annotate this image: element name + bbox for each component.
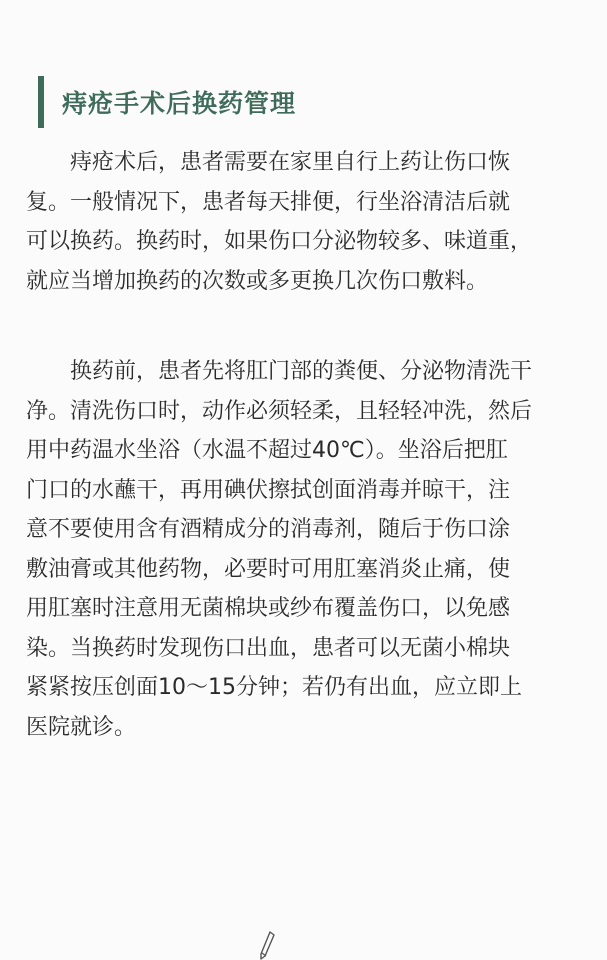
paragraph-1 (26, 143, 586, 301)
paragraph-line: 门口的水蘸干，再用碘伏擦拭创面消毒并晾干，注 (26, 477, 511, 503)
paragraph-2 (26, 352, 586, 747)
paragraph-line: 复。一般情况下，患者每天排便，行坐浴清洁后就 (26, 189, 511, 215)
paragraph-line: 医院就诊。 (26, 714, 137, 740)
section-title: 痔疮手术后换药管理 (62, 89, 297, 118)
paragraph-line: 痔疮术后，患者需要在家里自行上药让伤口恢 (70, 150, 511, 175)
paragraph-line: 紧紧按压创面10～15分钟；若仍有出血，应立即上 (26, 675, 522, 700)
paragraph-line: 换药前，患者先将肛门部的粪便、分泌物清洗干 (70, 359, 533, 384)
paragraph-line: 染。当换药时发现伤口出血，患者可以无菌小棉块 (26, 635, 511, 661)
paragraph-line: 用中药温水坐浴（水温不超过40℃）。坐浴后把肛 (26, 438, 508, 463)
heading-accent-bar (38, 76, 44, 128)
paragraph-line: 净。清洗伤口时，动作必须轻柔，且轻轻冲洗，然后 (26, 398, 533, 424)
pen-icon (258, 930, 276, 960)
paragraph-line: 可以换药。换药时，如果伤口分泌物较多、味道重， (26, 229, 533, 254)
section-heading (38, 76, 296, 128)
paragraph-line: 敷油膏或其他药物，必要时可用肛塞消炎止痛，使 (26, 556, 511, 582)
paragraph-line: 就应当增加换药的次数或多更换几次伤口敷料。 (26, 268, 489, 294)
paragraph-line: 意不要使用含有酒精成分的消毒剂，随后于伤口涂 (26, 517, 511, 542)
paragraph-line: 用肛塞时注意用无菌棉块或纱布覆盖伤口，以免感 (26, 596, 511, 621)
